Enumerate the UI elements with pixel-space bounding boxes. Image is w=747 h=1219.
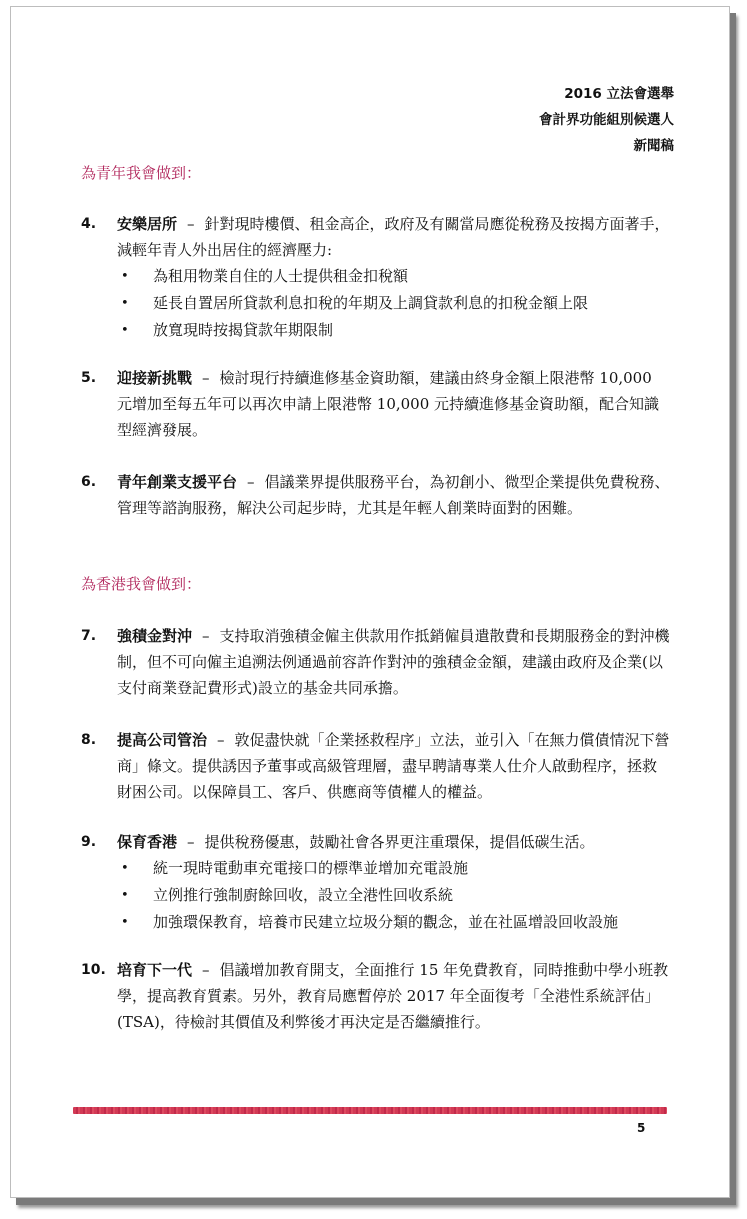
page-number: 5 [637, 1121, 646, 1135]
bullet-icon: • [121, 296, 129, 311]
item-body [117, 365, 671, 443]
bullet-item: • 加強環保教育，培養市民建立垃圾分類的觀念，並在社區增設回收設施 [117, 909, 671, 936]
bullet-icon: • [121, 915, 129, 930]
list-item [81, 211, 671, 344]
item-heading: 提高公司管治 [117, 731, 208, 749]
bullet-icon: • [121, 861, 129, 876]
item-number: 9. [81, 834, 97, 850]
item-heading: 迎接新挑戰 [117, 369, 193, 387]
item-separator: – [202, 369, 210, 387]
bullet-item: • 放寬現時按揭貸款年期限制 [117, 317, 671, 344]
list-item [81, 469, 671, 521]
item-body [117, 623, 671, 701]
section-title-youth: 為青年我會做到： [81, 164, 202, 182]
item-separator: – [187, 215, 195, 233]
item-number: 7. [81, 628, 97, 644]
footer-divider [73, 1107, 667, 1114]
item-number: 4. [81, 216, 97, 232]
bullet-item: • 統一現時電動車充電接口的標準並增加充電設施 [117, 855, 671, 882]
header-press-release: 新聞稿 [633, 138, 674, 154]
header-election-title: 2016 立法會選舉 [564, 86, 674, 102]
item-body [117, 727, 671, 805]
item-text: 提供稅務優惠，鼓勵社會各界更注重環保，提倡低碳生活。 [204, 833, 595, 851]
item-body [117, 211, 671, 263]
item-text: 倡議業界提供服務平台，為初創小、微型企業提供免費稅務、管理等諮詢服務，解決公司起步時，尤其是年輕人創業時面對的困難。 [117, 473, 670, 517]
list-item [81, 957, 671, 1035]
bullet-icon: • [121, 323, 129, 338]
item-number: 8. [81, 732, 97, 748]
list-item [81, 365, 671, 443]
item-text: 檢討現行持續進修基金資助額，建議由終身金額上限港幣 10,000 元增加至每五年可以再次申請上限港幣 10,000 元持續進修基金資助額，配合知識型經濟發展。 [117, 369, 660, 439]
item-heading: 培育下一代 [117, 961, 193, 979]
list-item [81, 623, 671, 701]
header-candidate-title: 會計界功能組別候選人 [539, 112, 674, 128]
item-separator: – [202, 627, 210, 645]
bullet-icon: • [121, 269, 129, 284]
item-number: 6. [81, 474, 97, 490]
item-text: 敦促盡快就「企業拯救程序」立法，並引入「在無力償債情況下營商」條文。提供誘因予董事或高級管理層，盡早聘請專業人仕介人啟動程序，拯救財困公司。以保障員工、客戶、供應商等債權人的權益。 [117, 731, 670, 801]
item-number: 10. [81, 962, 106, 978]
item-separator: – [187, 833, 195, 851]
document-header [539, 81, 674, 159]
item-heading: 安樂居所 [117, 215, 178, 233]
list-item [81, 829, 671, 936]
item-text: 倡議增加教育開支，全面推行 15 年免費教育，同時推動中學小班教學，提高教育質素。另外，教育局應暫停於 2017 年全面復考「全港性系統評估」(TSA)，待檢討其價值及利弊後才再決定是否繼續推行。 [117, 961, 669, 1031]
section-title-hongkong: 為香港我會做到： [81, 575, 202, 593]
item-body [117, 957, 671, 1035]
bullet-item: • 為租用物業自住的人士提供租金扣稅額 [117, 263, 671, 290]
document-page [10, 6, 730, 1198]
item-heading: 保育香港 [117, 833, 178, 851]
item-text: 針對現時樓價、租金高企，政府及有關當局應從稅務及按揭方面著手，減輕年青人外出居住的經濟壓力: [117, 215, 670, 259]
item-separator: – [247, 473, 255, 491]
bullet-item: • 延長自置居所貸款利息扣稅的年期及上調貸款利息的扣稅金額上限 [117, 290, 671, 317]
list-item [81, 727, 671, 805]
item-separator: – [202, 961, 210, 979]
item-body [117, 829, 671, 855]
bullet-item: • 立例推行強制廚餘回收，設立全港性回收系統 [117, 882, 671, 909]
bullet-list [117, 855, 671, 936]
item-heading: 強積金對沖 [117, 627, 193, 645]
bullet-icon: • [121, 888, 129, 903]
item-number: 5. [81, 370, 97, 386]
bullet-list [117, 263, 671, 344]
item-body [117, 469, 671, 521]
item-separator: – [217, 731, 225, 749]
item-heading: 青年創業支援平台 [117, 473, 238, 491]
item-text: 支持取消強積金僱主供款用作抵銷僱員遣散費和長期服務金的對沖機制，但不可向僱主追溯法例通過前容許作對沖的強積金金額，建議由政府及企業(以支付商業登記費形式)設立的基金共同承擔。 [117, 627, 670, 697]
